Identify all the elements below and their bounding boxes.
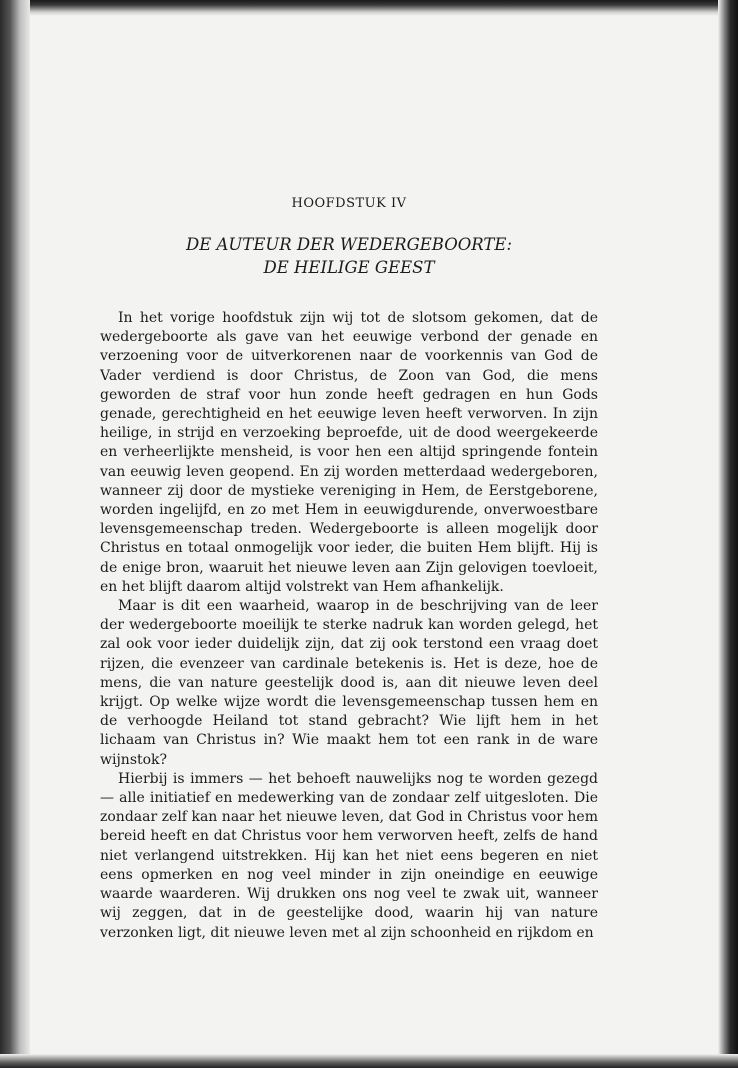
scan-edge-top bbox=[0, 0, 738, 16]
chapter-title bbox=[100, 233, 598, 279]
body-text bbox=[100, 309, 598, 943]
scan-edge-bottom bbox=[0, 1054, 738, 1068]
chapter-title-line-1: DE AUTEUR DER WEDERGEBOORTE: bbox=[185, 235, 513, 254]
paragraph: Hierbij is immers — het behoeft nauwelijks nog te worden gezegd — alle initiatief en medewerking van de zondaar zelf uitgesloten. Die zondaar zelf kan naar het nieuwe leven, dat God in Christus voor hem bereid heeft en dat Christus voor hem verworven heeft, zelfs de hand niet verlangend uitstrekken. Hij kan het niet eens begeren en niet eens opmerken en nog veel minder in zijn oneindige en eeuwige waarde waarderen. Wij drukken ons nog veel te zwak uit, wanneer wij zeggen, dat in de geestelijke dood, waarin hij van nature verzonken ligt, dit nieuwe leven met al zijn schoonheid en rijkdom en bbox=[100, 770, 598, 941]
scan-edge-left bbox=[0, 0, 30, 1068]
page-content bbox=[100, 196, 598, 943]
chapter-title-line-2: DE HEILIGE GEEST bbox=[263, 258, 435, 277]
paragraph: Maar is dit een waarheid, waarop in de beschrijving van de leer der wedergeboorte moeilijk te sterke nadruk kan worden gelegd, het zal ook voor ieder duidelijk zijn, dat zij ook terstond een vraag doet rijzen, die evenzeer van cardinale betekenis is. Het is deze, hoe de mens, die van nature geestelijk dood is, aan dit nieuwe leven deel krijgt. Op welke wijze wordt die levensgemeenschap tussen hem en de verhoogde Heiland tot stand gebracht? Wie lijft hem in het lichaam van Christus in? Wie maakt hem tot een rank in de ware wijnstok? bbox=[100, 598, 598, 768]
scan-edge-right bbox=[718, 0, 738, 1068]
chapter-label: HOOFDSTUK IV bbox=[291, 196, 407, 211]
paragraph: In het vorige hoofdstuk zijn wij tot de slotsom gekomen, dat de wedergeboorte als gave van het eeuwige verbond der genade en verzoening voor de uitverkorenen naar de voorkennis van God de Vader verdiend is door Christus, de Zoon van God, die mens geworden de straf voor hun zonde heeft gedragen en hun Gods genade, gerechtigheid en het eeuwige leven heeft verworven. In zijn heilige, in strijd en verzoeking beproefde, uit de dood weergekeerde en verheerlijkte mensheid, is voor hen een altijd springende fontein van eeuwig leven geopend. En zij worden metterdaad wedergeboren, wanneer zij door de mystieke vereniging in Hem, de Eerstgeborene, worden ingelijfd, en zo met Hem in eeuwigdurende, onverwoestbare levensgemeenschap treden. Wedergeboorte is alleen mogelijk door Christus en totaal onmogelijk voor ieder, die buiten Hem blijft. Hij is de enige bron, waaruit het nieuwe leven aan Zijn gelovigen toevloeit, en het blijft daarom altijd volstrekt van Hem afhankelijk. bbox=[100, 310, 598, 595]
